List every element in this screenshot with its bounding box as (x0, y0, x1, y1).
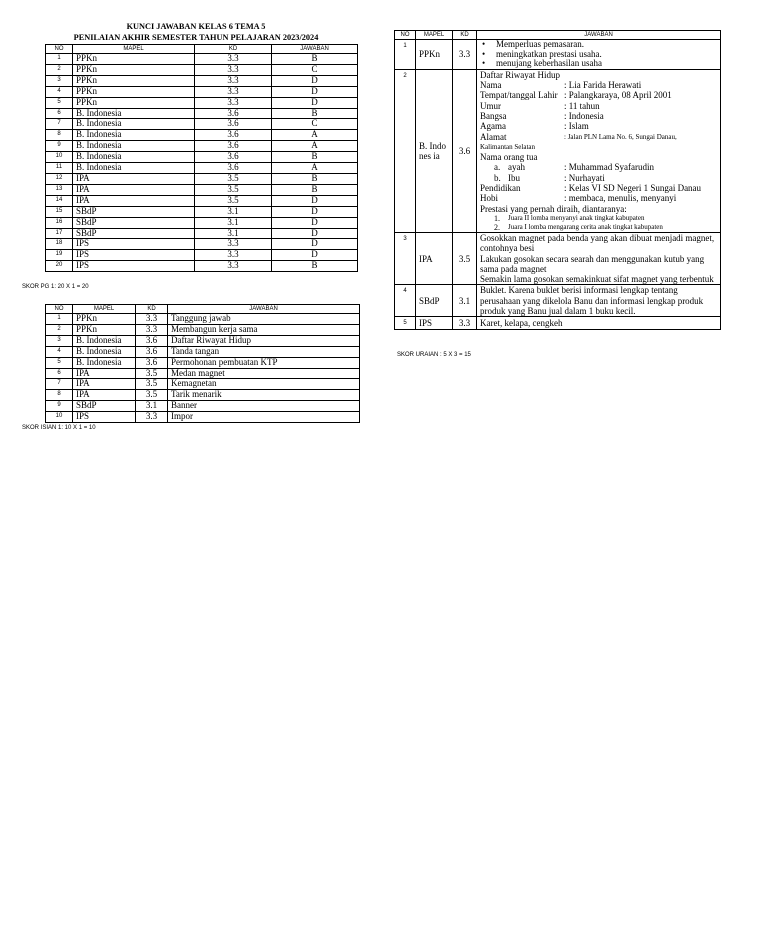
row-kd: 3.6 (195, 163, 272, 174)
list-item: • menujang keberhasilan usaha (480, 59, 717, 69)
table-row (46, 97, 358, 108)
row-number: 8 (46, 390, 73, 401)
uraian-row-5 (395, 317, 721, 329)
column-header-no: NO (46, 45, 73, 54)
uraian-row-1 (395, 40, 721, 70)
row-mapel: B. Indones ia (416, 69, 453, 232)
table-row (46, 239, 358, 250)
row-kd: 3.1 (195, 228, 272, 239)
table-row (46, 152, 358, 163)
table-row (46, 173, 358, 184)
table-row (46, 357, 360, 368)
row-kd: 3.5 (136, 368, 168, 379)
table-row (46, 130, 358, 141)
row-mapel: B. Indonesia (73, 141, 195, 152)
row-number: 1 (46, 54, 73, 65)
row-number: 3 (395, 232, 416, 284)
table-row (46, 390, 360, 401)
column-header-kd: KD (195, 45, 272, 54)
row-jawaban: A (272, 163, 358, 174)
row-kd: 3.3 (453, 317, 477, 329)
list-item: • Memperluas pemasaran. (480, 40, 717, 50)
cv-field-pendidikan: Pendidikan : Kelas VI SD Negeri 1 Sungai Danau (480, 183, 702, 194)
row-kd: 3.1 (195, 206, 272, 217)
row-number: 10 (46, 152, 73, 163)
column-header-jawaban: JAWABAN (168, 305, 360, 314)
row-jawaban: Impor (168, 412, 360, 423)
row-number: 1 (395, 40, 416, 70)
list-item: 2. Juara I lomba mengarang cerita anak tingkat kabupaten (494, 222, 663, 232)
table-row (46, 261, 358, 272)
column-header-mapel: MAPEL (416, 31, 453, 40)
row-kd: 3.3 (195, 64, 272, 75)
row-jawaban: D (272, 97, 358, 108)
row-number: 4 (46, 346, 73, 357)
row-jawaban: D (272, 195, 358, 206)
row-jawaban: D (272, 86, 358, 97)
row-mapel: PPKn (416, 40, 453, 70)
table-row (46, 368, 360, 379)
row-jawaban: D (272, 206, 358, 217)
row-mapel: B. Indonesia (73, 119, 195, 130)
row-jawaban: Medan magnet (168, 368, 360, 379)
row-mapel: IPA (73, 173, 195, 184)
row-mapel: IPA (73, 368, 136, 379)
row-number: 17 (46, 228, 73, 239)
table-row (46, 314, 360, 325)
row-jawaban: D (272, 239, 358, 250)
row-jawaban: Kemagnetan (168, 379, 360, 390)
row-number: 3 (46, 75, 73, 86)
row-kd: 3.5 (195, 173, 272, 184)
table-row (46, 324, 360, 335)
answer-line: Lakukan gosokan secara searah dan menggunakan kutub yang sama pada magnet (480, 253, 705, 274)
row-number: 14 (46, 195, 73, 206)
row-mapel: PPKn (73, 54, 195, 65)
cv-field-ayah: a. ayah : Muhammad Syafarudin (494, 162, 654, 173)
row-kd: 3.3 (195, 239, 272, 250)
row-number: 11 (46, 163, 73, 174)
column-header-no: NO (46, 305, 73, 314)
row-number: 12 (46, 173, 73, 184)
uraian-answer-table (394, 30, 721, 330)
pg-answer-table (45, 44, 358, 272)
row-kd: 3.3 (136, 412, 168, 423)
column-header-kd: KD (136, 305, 168, 314)
row-number: 3 (46, 335, 73, 346)
bullet-list (480, 40, 717, 69)
cv-field-nama: Nama : Lia Farida Herawati (480, 80, 642, 91)
row-jawaban: Banner (168, 401, 360, 412)
row-kd: 3.3 (195, 261, 272, 272)
row-kd: 3.6 (136, 357, 168, 368)
isian-score-note: SKOR ISIAN 1: 10 X 1 = 10 (22, 425, 96, 431)
row-number: 6 (46, 108, 73, 119)
row-mapel: SBdP (73, 228, 195, 239)
column-header-mapel: MAPEL (73, 45, 195, 54)
row-kd: 3.3 (136, 324, 168, 335)
row-mapel: PPKn (73, 324, 136, 335)
table-row (46, 379, 360, 390)
row-jawaban: A (272, 141, 358, 152)
row-kd: 3.3 (195, 86, 272, 97)
row-kd: 3.6 (195, 130, 272, 141)
row-number: 20 (46, 261, 73, 272)
list-item: • meningkatkan prestasi usaha. (480, 50, 717, 60)
row-jawaban: Daftar Riwayat Hidup (168, 335, 360, 346)
row-jawaban: C (272, 119, 358, 130)
table-row (46, 217, 358, 228)
row-kd: 3.5 (195, 195, 272, 206)
answer-line: Semakin lama gosokan semakinkuat sifat magnet yang terbentuk (480, 274, 714, 285)
column-header-mapel: MAPEL (73, 305, 136, 314)
row-kd: 3.1 (453, 285, 477, 317)
row-jawaban: A (272, 130, 358, 141)
table-row (46, 206, 358, 217)
uraian-row-3 (395, 232, 721, 284)
row-jawaban: D (272, 217, 358, 228)
cv-field-ibu: b. Ibu : Nurhayati (494, 172, 605, 183)
row-kd: 3.1 (195, 217, 272, 228)
row-jawaban: C (272, 64, 358, 75)
row-mapel: SBdP (73, 206, 195, 217)
row-jawaban: Tarik menarik (168, 390, 360, 401)
row-mapel: B. Indonesia (73, 357, 136, 368)
row-mapel: IPA (416, 232, 453, 284)
row-kd: 3.5 (453, 232, 477, 284)
row-jawaban (477, 40, 721, 70)
table-row (46, 250, 358, 261)
row-number: 9 (46, 141, 73, 152)
table-row (46, 412, 360, 423)
cv-field-hobi: Hobi : membaca, menulis, menyanyi (480, 193, 677, 204)
row-number: 5 (46, 357, 73, 368)
row-mapel: IPA (73, 379, 136, 390)
row-jawaban: D (272, 75, 358, 86)
table-row (46, 141, 358, 152)
row-number: 6 (46, 368, 73, 379)
row-kd: 3.5 (136, 390, 168, 401)
row-jawaban: B (272, 54, 358, 65)
row-jawaban: Karet, kelapa, cengkeh (477, 317, 721, 329)
row-kd: 3.5 (195, 184, 272, 195)
row-mapel: IPS (73, 250, 195, 261)
column-header-kd: KD (453, 31, 477, 40)
table-row (46, 184, 358, 195)
row-jawaban: Tanda tangan (168, 346, 360, 357)
row-kd: 3.6 (136, 335, 168, 346)
column-header-no: NO (395, 31, 416, 40)
row-jawaban: Buklet. Karena buklet berisi informasi lengkap tentang perusahaan yang dikelola Banu dan informasi lengkap produk produk yang Banu jual dalam 1 buku kecil. (477, 285, 721, 317)
row-kd: 3.3 (195, 97, 272, 108)
table-row (46, 335, 360, 346)
table-row (46, 86, 358, 97)
uraian-score-note: SKOR URAIAN : 5 X 3 = 15 (397, 352, 471, 358)
isian-answer-table (45, 304, 360, 423)
cv-field-bangsa: Bangsa : Indonesia (480, 110, 604, 121)
column-header-jawaban: JAWABAN (477, 31, 721, 40)
row-mapel: PPKn (73, 314, 136, 325)
row-number: 13 (46, 184, 73, 195)
row-jawaban: D (272, 228, 358, 239)
column-header-jawaban: JAWABAN (272, 45, 358, 54)
row-kd: 3.3 (453, 40, 477, 70)
row-number: 2 (46, 324, 73, 335)
row-mapel: IPA (73, 195, 195, 206)
row-number: 18 (46, 239, 73, 250)
uraian-row-4 (395, 285, 721, 317)
table-row (46, 64, 358, 75)
row-jawaban: Tanggung jawab (168, 314, 360, 325)
row-kd: 3.1 (136, 401, 168, 412)
row-mapel: B. Indonesia (73, 130, 195, 141)
row-mapel: SBdP (73, 217, 195, 228)
cv-title: Daftar Riwayat Hidup (480, 69, 560, 80)
row-kd: 3.6 (195, 119, 272, 130)
row-number: 16 (46, 217, 73, 228)
row-jawaban: D (272, 250, 358, 261)
title-line-2: PENILAIAN AKHIR SEMESTER TAHUN PELAJARAN 2023/2024 (73, 33, 319, 42)
row-number: 4 (395, 285, 416, 317)
row-kd: 3.3 (136, 314, 168, 325)
row-kd: 3.6 (195, 152, 272, 163)
cv-field-ortu: Nama orang tua (480, 152, 538, 163)
row-number: 4 (46, 86, 73, 97)
row-mapel: B. Indonesia (73, 152, 195, 163)
row-jawaban: B (272, 152, 358, 163)
table-row (46, 195, 358, 206)
row-jawaban: Permohonan pembuatan KTP (168, 357, 360, 368)
row-kd: 3.6 (136, 346, 168, 357)
row-number: 2 (395, 69, 416, 232)
row-kd: 3.6 (453, 69, 477, 232)
row-mapel: B. Indonesia (73, 108, 195, 119)
row-number: 9 (46, 401, 73, 412)
row-mapel: IPA (73, 390, 136, 401)
row-number: 5 (46, 97, 73, 108)
answer-line: Gosokkan magnet pada benda yang akan dibuat menjadi magnet, contohnya besi (480, 232, 715, 254)
row-number: 1 (46, 314, 73, 325)
cv-field-ttl: Tempat/tanggal Lahir : Palangkaraya, 08 April 2001 (480, 90, 672, 101)
row-kd: 3.5 (136, 379, 168, 390)
row-mapel: PPKn (73, 75, 195, 86)
table-row (46, 54, 358, 65)
table-row (46, 401, 360, 412)
row-mapel: PPKn (73, 64, 195, 75)
row-mapel: IPS (416, 317, 453, 329)
row-mapel: PPKn (73, 86, 195, 97)
row-number: 8 (46, 130, 73, 141)
pg-score-note: SKOR PG 1: 20 X 1 = 20 (22, 284, 89, 290)
table-row (46, 119, 358, 130)
title-line-1: KUNCI JAWABAN KELAS 6 TEMA 5 (126, 22, 266, 31)
row-mapel: IPS (73, 261, 195, 272)
list-item: 1. Juara II lomba menyanyi anak tingkat kabupaten (494, 213, 645, 223)
cv-field-prestasi: Prestasi yang pernah diraih, diantaranya: (480, 203, 627, 214)
row-kd: 3.6 (195, 141, 272, 152)
row-mapel: B. Indonesia (73, 335, 136, 346)
row-number: 5 (395, 317, 416, 329)
row-jawaban: B (272, 184, 358, 195)
row-mapel: IPA (73, 184, 195, 195)
prestasi-list (480, 214, 717, 232)
row-mapel: IPS (73, 412, 136, 423)
table-row (46, 75, 358, 86)
table-row (46, 346, 360, 357)
row-kd: 3.6 (195, 108, 272, 119)
cv-field-agama: Agama : Islam (480, 121, 589, 132)
row-number: 19 (46, 250, 73, 261)
table-row (46, 228, 358, 239)
table-row (46, 163, 358, 174)
row-mapel: SBdP (73, 401, 136, 412)
row-number: 7 (46, 379, 73, 390)
table-row (46, 108, 358, 119)
cv-field-umur: Umur : 11 tahun (480, 100, 600, 111)
row-number: 15 (46, 206, 73, 217)
uraian-row-2 (395, 69, 721, 232)
cv-field-alamat: Alamat : Jalan PLN Lama No. 6, Sungai Danau, (480, 131, 677, 142)
row-jawaban: Membangun kerja sama (168, 324, 360, 335)
row-kd: 3.3 (195, 75, 272, 86)
row-mapel: B. Indonesia (73, 346, 136, 357)
row-jawaban: B (272, 173, 358, 184)
row-jawaban (477, 69, 721, 232)
row-mapel: SBdP (416, 285, 453, 317)
row-number: 2 (46, 64, 73, 75)
row-jawaban: B (272, 261, 358, 272)
row-jawaban (477, 232, 721, 284)
cv-field-alamat-cont: Kalimantan Selatan (480, 142, 536, 151)
row-mapel: B. Indonesia (73, 163, 195, 174)
row-mapel: PPKn (73, 97, 195, 108)
row-kd: 3.3 (195, 54, 272, 65)
row-jawaban: B (272, 108, 358, 119)
document-title (45, 21, 347, 43)
row-kd: 3.3 (195, 250, 272, 261)
row-number: 7 (46, 119, 73, 130)
row-mapel: IPS (73, 239, 195, 250)
row-number: 10 (46, 412, 73, 423)
